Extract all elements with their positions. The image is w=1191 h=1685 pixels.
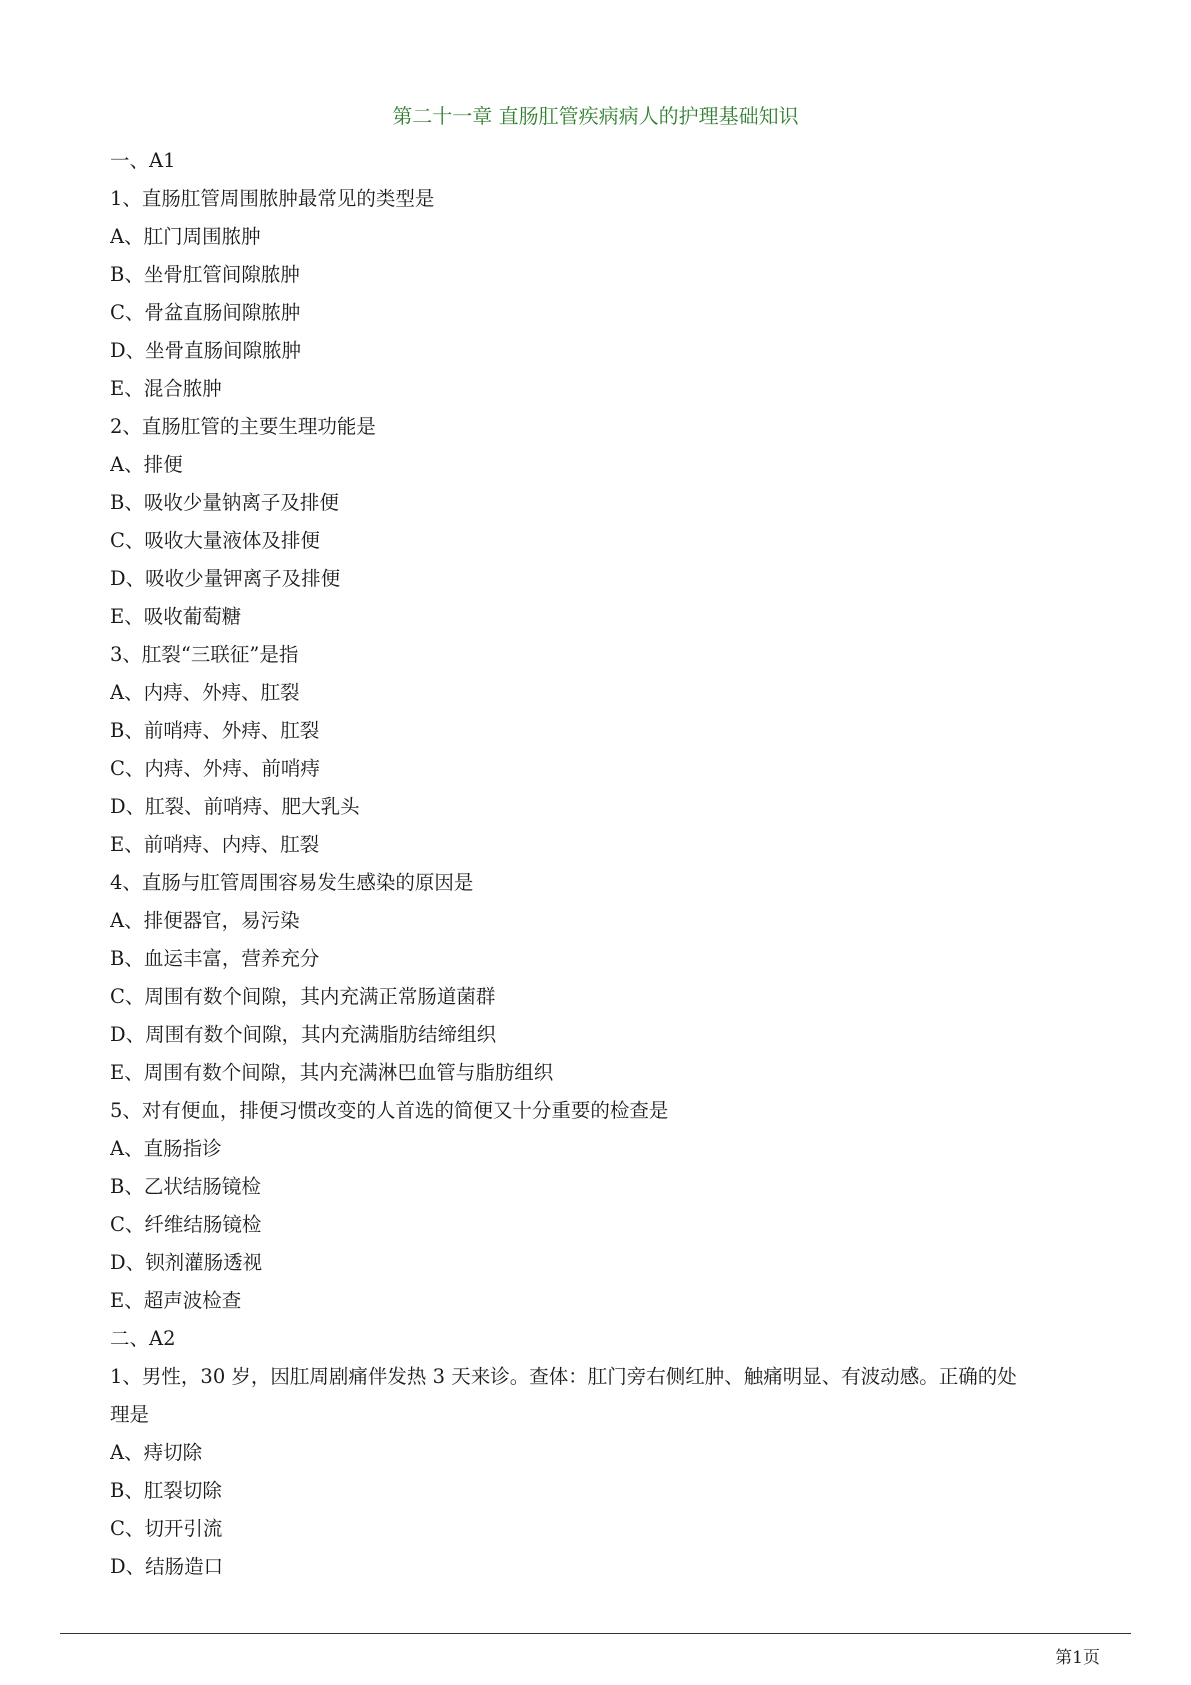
answer-option: C、吸收大量液体及排便 xyxy=(110,529,320,552)
question-text: 2、直肠肛管的主要生理功能是 xyxy=(110,415,376,438)
answer-option: C、周围有数个间隙，其内充满正常肠道菌群 xyxy=(110,985,496,1008)
answer-option: B、坐骨肛管间隙脓肿 xyxy=(110,263,300,286)
answer-option: D、坐骨直肠间隙脓肿 xyxy=(110,339,302,362)
answer-option: B、乙状结肠镜检 xyxy=(110,1175,261,1198)
answer-option: A、直肠指诊 xyxy=(110,1137,222,1160)
question-text: 1、男性，30 岁，因肛周剧痛伴发热 3 天来诊。查体：肛门旁右侧红肿、触痛明显、有波动感。正确的处 xyxy=(110,1365,1017,1388)
answer-option: B、肛裂切除 xyxy=(110,1479,222,1502)
answer-option: D、钡剂灌肠透视 xyxy=(110,1251,263,1274)
answer-option: E、超声波检查 xyxy=(110,1289,242,1312)
answer-option: A、排便器官，易污染 xyxy=(110,909,300,932)
answer-option: A、肛门周围脓肿 xyxy=(110,225,261,248)
answer-option: E、前哨痔、内痔、肛裂 xyxy=(110,833,320,856)
question-text: 4、直肠与肛管周围容易发生感染的原因是 xyxy=(110,871,474,894)
answer-option: E、周围有数个间隙，其内充满淋巴血管与脂肪组织 xyxy=(110,1061,554,1084)
answer-option: E、吸收葡萄糖 xyxy=(110,605,242,628)
answer-option: A、排便 xyxy=(110,453,183,476)
question-text: 1、直肠肛管周围脓肿最常见的类型是 xyxy=(110,187,435,210)
page-number: 第1页 xyxy=(1055,1648,1100,1668)
footer-divider xyxy=(60,1633,1131,1634)
answer-option: D、肛裂、前哨痔、肥大乳头 xyxy=(110,795,360,818)
answer-option: C、纤维结肠镜检 xyxy=(110,1213,262,1236)
answer-option: C、内痔、外痔、前哨痔 xyxy=(110,757,320,780)
question-text: 3、肛裂“三联征”是指 xyxy=(110,643,299,666)
section-heading: 一、A1 xyxy=(110,149,176,172)
answer-option: D、吸收少量钾离子及排便 xyxy=(110,567,341,590)
answer-option: A、内痔、外痔、肛裂 xyxy=(110,681,300,704)
question-text-continued: 理是 xyxy=(110,1403,150,1426)
answer-option: C、切开引流 xyxy=(110,1517,223,1540)
chapter-title: 第二十一章 直肠肛管疾病病人的护理基础知识 xyxy=(392,104,799,128)
section-heading: 二、A2 xyxy=(110,1327,176,1350)
answer-option: B、血运丰富，营养充分 xyxy=(110,947,320,970)
answer-option: D、周围有数个间隙，其内充满脂肪结缔组织 xyxy=(110,1023,497,1046)
answer-option: A、痔切除 xyxy=(110,1441,203,1464)
answer-option: E、混合脓肿 xyxy=(110,377,222,400)
answer-option: B、吸收少量钠离子及排便 xyxy=(110,491,339,514)
question-text: 5、对有便血，排便习惯改变的人首选的简便又十分重要的检查是 xyxy=(110,1099,669,1122)
answer-option: B、前哨痔、外痔、肛裂 xyxy=(110,719,320,742)
answer-option: C、骨盆直肠间隙脓肿 xyxy=(110,301,301,324)
question-list xyxy=(110,142,1100,1586)
answer-option: D、结肠造口 xyxy=(110,1555,224,1578)
